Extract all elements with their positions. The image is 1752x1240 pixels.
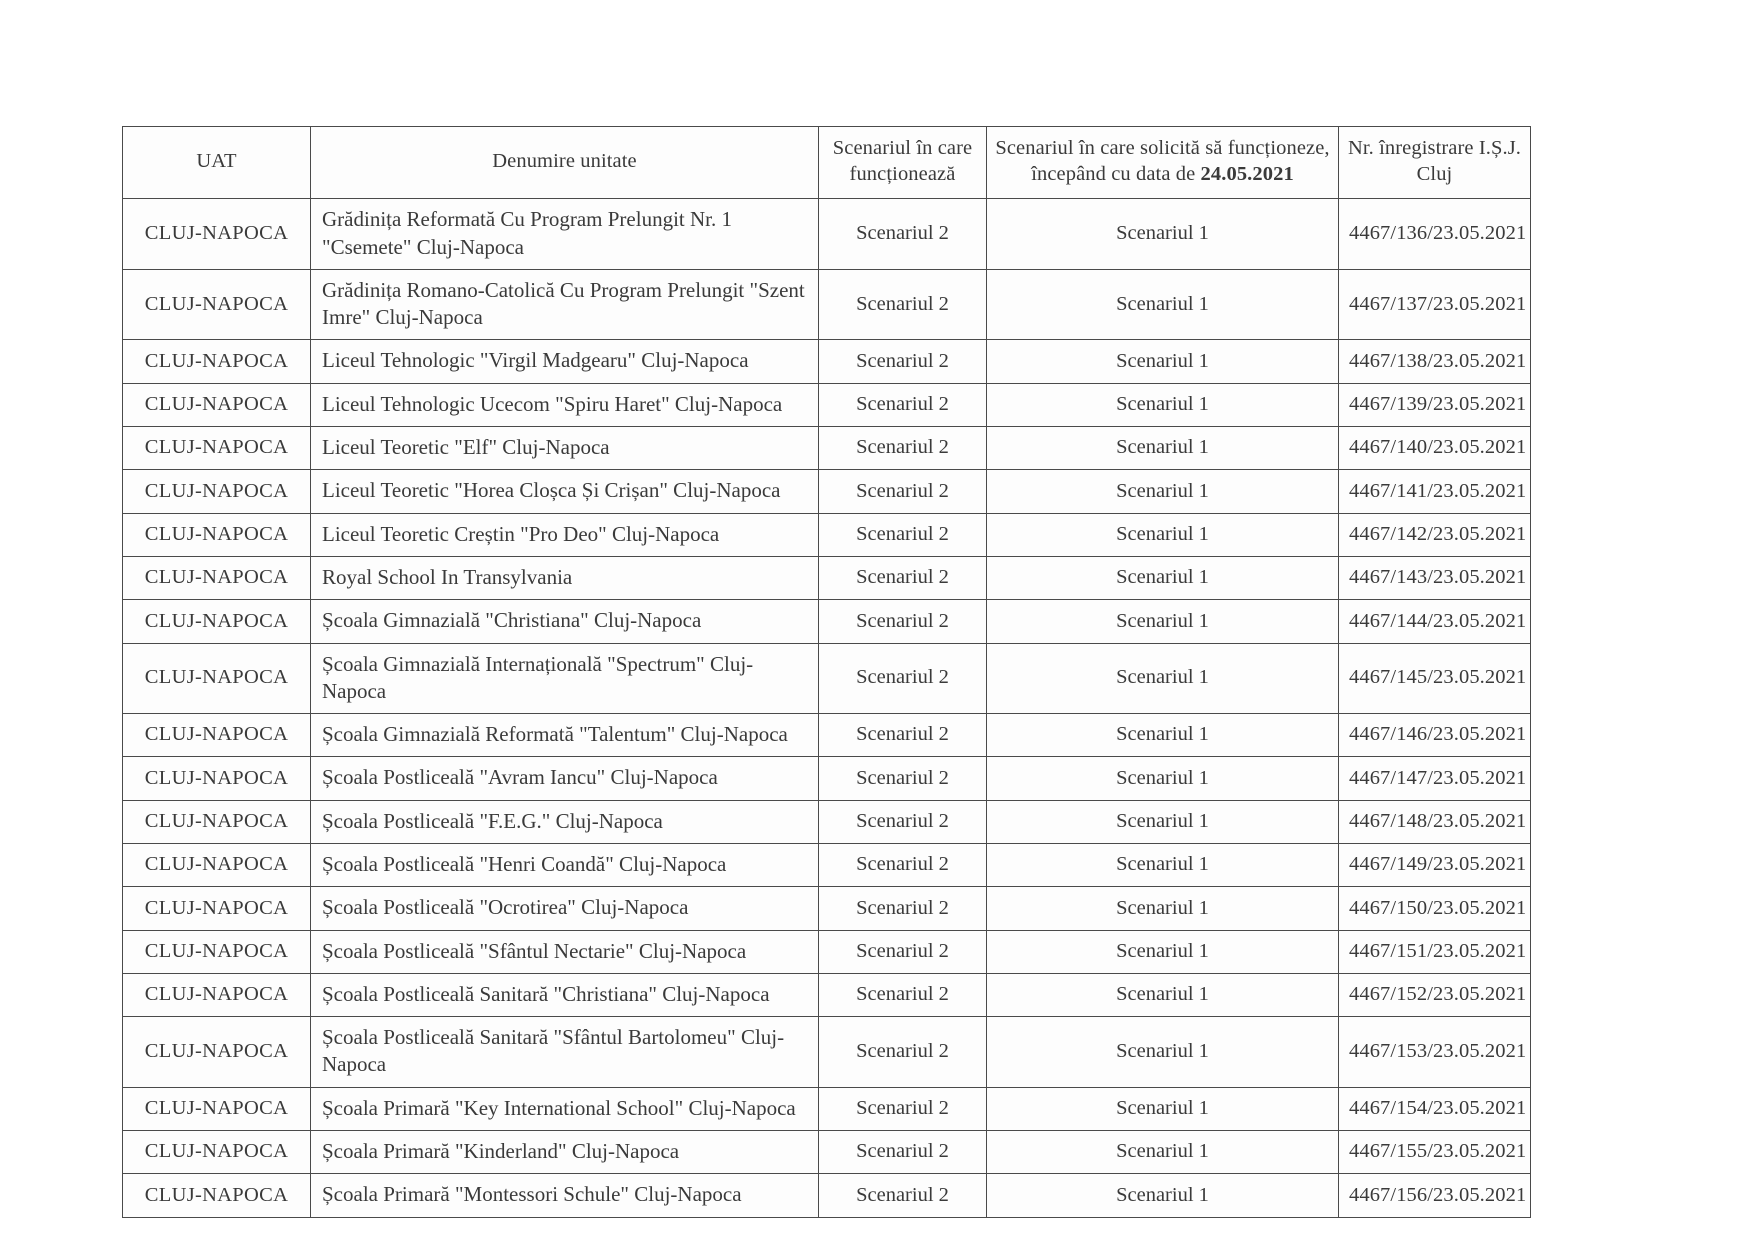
- cell-unit-name: Școala Gimnazială "Christiana" Cluj-Napoca: [311, 600, 819, 643]
- cell-unit-name: Școala Primară "Key International School" Cluj-Napoca: [311, 1087, 819, 1130]
- cell-uat: CLUJ-NAPOCA: [123, 600, 311, 643]
- cell-uat: CLUJ-NAPOCA: [123, 643, 311, 714]
- cell-registration-number: 4467/137/23.05.2021: [1339, 269, 1531, 340]
- cell-unit-name: Liceul Tehnologic "Virgil Madgearu" Cluj-Napoca: [311, 340, 819, 383]
- table-header: [123, 127, 1531, 199]
- cell-registration-number: 4467/151/23.05.2021: [1339, 930, 1531, 973]
- column-header-current-scenario: Scenariul în care funcționează: [819, 127, 987, 199]
- cell-uat: CLUJ-NAPOCA: [123, 844, 311, 887]
- table-row: [123, 757, 1531, 800]
- table-row: [123, 470, 1531, 513]
- cell-current-scenario: Scenariul 2: [819, 714, 987, 757]
- cell-uat: CLUJ-NAPOCA: [123, 930, 311, 973]
- cell-current-scenario: Scenariul 2: [819, 199, 987, 270]
- cell-current-scenario: Scenariul 2: [819, 383, 987, 426]
- cell-uat: CLUJ-NAPOCA: [123, 513, 311, 556]
- cell-registration-number: 4467/153/23.05.2021: [1339, 1017, 1531, 1088]
- cell-requested-scenario: Scenariul 1: [987, 513, 1339, 556]
- cell-current-scenario: Scenariul 2: [819, 556, 987, 599]
- cell-registration-number: 4467/152/23.05.2021: [1339, 973, 1531, 1016]
- cell-requested-scenario: Scenariul 1: [987, 269, 1339, 340]
- cell-requested-scenario: Scenariul 1: [987, 800, 1339, 843]
- cell-current-scenario: Scenariul 2: [819, 643, 987, 714]
- cell-current-scenario: Scenariul 2: [819, 269, 987, 340]
- table-row: [123, 887, 1531, 930]
- requested-scenario-text: Scenariul în care solicită să funcționeze, începând cu data de: [995, 137, 1330, 185]
- cell-unit-name: Școala Postliceală "Ocrotirea" Cluj-Napoca: [311, 887, 819, 930]
- cell-unit-name: Liceul Teoretic "Elf" Cluj-Napoca: [311, 427, 819, 470]
- cell-registration-number: 4467/156/23.05.2021: [1339, 1174, 1531, 1217]
- cell-requested-scenario: Scenariul 1: [987, 1174, 1339, 1217]
- cell-current-scenario: Scenariul 2: [819, 1087, 987, 1130]
- cell-unit-name: Școala Postliceală "F.E.G." Cluj-Napoca: [311, 800, 819, 843]
- table-row: [123, 973, 1531, 1016]
- table-row: [123, 1087, 1531, 1130]
- cell-registration-number: 4467/138/23.05.2021: [1339, 340, 1531, 383]
- cell-requested-scenario: Scenariul 1: [987, 556, 1339, 599]
- cell-requested-scenario: Scenariul 1: [987, 757, 1339, 800]
- table-row: [123, 199, 1531, 270]
- cell-requested-scenario: Scenariul 1: [987, 470, 1339, 513]
- cell-requested-scenario: Scenariul 1: [987, 887, 1339, 930]
- cell-unit-name: Liceul Tehnologic Ucecom "Spiru Haret" Cluj-Napoca: [311, 383, 819, 426]
- table-row: [123, 340, 1531, 383]
- cell-registration-number: 4467/147/23.05.2021: [1339, 757, 1531, 800]
- table-container: [122, 126, 1530, 1218]
- table-body: [123, 199, 1531, 1217]
- cell-unit-name: Royal School In Transylvania: [311, 556, 819, 599]
- cell-current-scenario: Scenariul 2: [819, 844, 987, 887]
- table-row: [123, 1017, 1531, 1088]
- cell-registration-number: 4467/144/23.05.2021: [1339, 600, 1531, 643]
- table-row: [123, 427, 1531, 470]
- cell-requested-scenario: Scenariul 1: [987, 383, 1339, 426]
- cell-registration-number: 4467/136/23.05.2021: [1339, 199, 1531, 270]
- cell-registration-number: 4467/148/23.05.2021: [1339, 800, 1531, 843]
- table-row: [123, 513, 1531, 556]
- cell-unit-name: Grădinița Romano-Catolică Cu Program Prelungit "Szent Imre" Cluj-Napoca: [311, 269, 819, 340]
- cell-uat: CLUJ-NAPOCA: [123, 973, 311, 1016]
- cell-unit-name: Școala Postliceală "Sfântul Nectarie" Cluj-Napoca: [311, 930, 819, 973]
- cell-unit-name: Școala Primară "Kinderland" Cluj-Napoca: [311, 1131, 819, 1174]
- cell-registration-number: 4467/146/23.05.2021: [1339, 714, 1531, 757]
- cell-requested-scenario: Scenariul 1: [987, 1131, 1339, 1174]
- cell-uat: CLUJ-NAPOCA: [123, 1087, 311, 1130]
- column-header-uat: UAT: [123, 127, 311, 199]
- column-header-registration-number: Nr. înregistrare I.Ș.J. Cluj: [1339, 127, 1531, 199]
- cell-unit-name: Școala Gimnazială Internațională "Spectrum" Cluj-Napoca: [311, 643, 819, 714]
- column-header-requested-scenario: [987, 127, 1339, 199]
- cell-requested-scenario: Scenariul 1: [987, 1017, 1339, 1088]
- table-row: [123, 844, 1531, 887]
- schools-scenario-table: [122, 126, 1531, 1218]
- cell-uat: CLUJ-NAPOCA: [123, 714, 311, 757]
- cell-registration-number: 4467/141/23.05.2021: [1339, 470, 1531, 513]
- cell-current-scenario: Scenariul 2: [819, 600, 987, 643]
- cell-current-scenario: Scenariul 2: [819, 427, 987, 470]
- table-row: [123, 600, 1531, 643]
- header-row: [123, 127, 1531, 199]
- cell-registration-number: 4467/139/23.05.2021: [1339, 383, 1531, 426]
- cell-uat: CLUJ-NAPOCA: [123, 556, 311, 599]
- cell-current-scenario: Scenariul 2: [819, 1017, 987, 1088]
- table-row: [123, 800, 1531, 843]
- cell-uat: CLUJ-NAPOCA: [123, 269, 311, 340]
- cell-current-scenario: Scenariul 2: [819, 930, 987, 973]
- cell-current-scenario: Scenariul 2: [819, 757, 987, 800]
- cell-uat: CLUJ-NAPOCA: [123, 757, 311, 800]
- cell-uat: CLUJ-NAPOCA: [123, 383, 311, 426]
- cell-requested-scenario: Scenariul 1: [987, 340, 1339, 383]
- cell-registration-number: 4467/154/23.05.2021: [1339, 1087, 1531, 1130]
- cell-uat: CLUJ-NAPOCA: [123, 1017, 311, 1088]
- cell-uat: CLUJ-NAPOCA: [123, 1131, 311, 1174]
- cell-registration-number: 4467/142/23.05.2021: [1339, 513, 1531, 556]
- cell-unit-name: Școala Postliceală Sanitară "Sfântul Bartolomeu" Cluj-Napoca: [311, 1017, 819, 1088]
- cell-uat: CLUJ-NAPOCA: [123, 1174, 311, 1217]
- table-row: [123, 714, 1531, 757]
- cell-uat: CLUJ-NAPOCA: [123, 887, 311, 930]
- cell-requested-scenario: Scenariul 1: [987, 930, 1339, 973]
- cell-registration-number: 4467/140/23.05.2021: [1339, 427, 1531, 470]
- cell-uat: CLUJ-NAPOCA: [123, 199, 311, 270]
- table-row: [123, 930, 1531, 973]
- cell-unit-name: Școala Primară "Montessori Schule" Cluj-Napoca: [311, 1174, 819, 1217]
- cell-current-scenario: Scenariul 2: [819, 340, 987, 383]
- cell-requested-scenario: Scenariul 1: [987, 973, 1339, 1016]
- cell-unit-name: Școala Gimnazială Reformată "Talentum" Cluj-Napoca: [311, 714, 819, 757]
- cell-current-scenario: Scenariul 2: [819, 470, 987, 513]
- cell-current-scenario: Scenariul 2: [819, 1131, 987, 1174]
- cell-uat: CLUJ-NAPOCA: [123, 800, 311, 843]
- column-header-unit-name: Denumire unitate: [311, 127, 819, 199]
- cell-uat: CLUJ-NAPOCA: [123, 340, 311, 383]
- cell-uat: CLUJ-NAPOCA: [123, 427, 311, 470]
- table-row: [123, 556, 1531, 599]
- cell-current-scenario: Scenariul 2: [819, 887, 987, 930]
- cell-unit-name: Școala Postliceală "Avram Iancu" Cluj-Napoca: [311, 757, 819, 800]
- table-row: [123, 383, 1531, 426]
- cell-registration-number: 4467/150/23.05.2021: [1339, 887, 1531, 930]
- cell-uat: CLUJ-NAPOCA: [123, 470, 311, 513]
- cell-requested-scenario: Scenariul 1: [987, 1087, 1339, 1130]
- cell-current-scenario: Scenariul 2: [819, 973, 987, 1016]
- cell-requested-scenario: Scenariul 1: [987, 600, 1339, 643]
- table-row: [123, 1174, 1531, 1217]
- cell-unit-name: Liceul Teoretic "Horea Cloșca Și Crișan" Cluj-Napoca: [311, 470, 819, 513]
- cell-registration-number: 4467/155/23.05.2021: [1339, 1131, 1531, 1174]
- table-row: [123, 643, 1531, 714]
- cell-requested-scenario: Scenariul 1: [987, 844, 1339, 887]
- table-row: [123, 269, 1531, 340]
- cell-current-scenario: Scenariul 2: [819, 800, 987, 843]
- cell-requested-scenario: Scenariul 1: [987, 427, 1339, 470]
- cell-unit-name: Școala Postliceală Sanitară "Christiana" Cluj-Napoca: [311, 973, 819, 1016]
- cell-requested-scenario: Scenariul 1: [987, 643, 1339, 714]
- cell-requested-scenario: Scenariul 1: [987, 714, 1339, 757]
- cell-unit-name: Școala Postliceală "Henri Coandă" Cluj-Napoca: [311, 844, 819, 887]
- cell-registration-number: 4467/145/23.05.2021: [1339, 643, 1531, 714]
- table-row: [123, 1131, 1531, 1174]
- cell-registration-number: 4467/143/23.05.2021: [1339, 556, 1531, 599]
- cell-registration-number: 4467/149/23.05.2021: [1339, 844, 1531, 887]
- cell-unit-name: Grădinița Reformată Cu Program Prelungit Nr. 1 "Csemete" Cluj-Napoca: [311, 199, 819, 270]
- cell-requested-scenario: Scenariul 1: [987, 199, 1339, 270]
- cell-current-scenario: Scenariul 2: [819, 1174, 987, 1217]
- cell-current-scenario: Scenariul 2: [819, 513, 987, 556]
- requested-scenario-date: 24.05.2021: [1200, 162, 1294, 185]
- cell-unit-name: Liceul Teoretic Creștin "Pro Deo" Cluj-Napoca: [311, 513, 819, 556]
